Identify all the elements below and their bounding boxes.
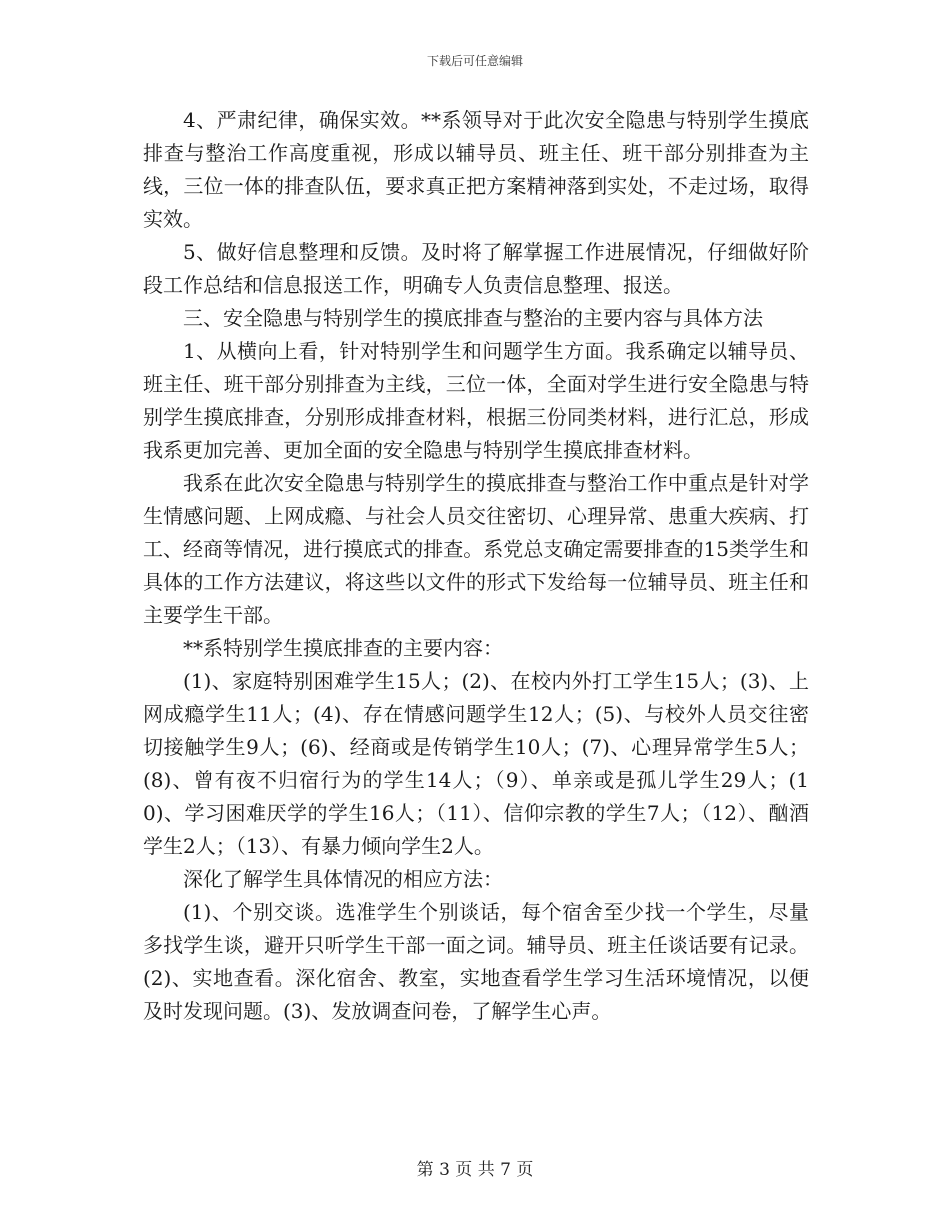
- paragraph-main-content-label: **系特别学生摸底排查的主要内容：: [183, 636, 503, 660]
- document-body: [143, 104, 809, 1028]
- paragraph-feedback: 5、做好信息整理和反馈。及时将了解掌握工作进展情况，仔细做好阶段工作总结和信息报送工作，明确专人负责信息整理、报送。: [143, 240, 809, 297]
- paragraph-horizontal: 1、从横向上看，针对特别学生和问题学生方面。我系确定以辅导员、班主任、班干部分别排查为主线，三位一体，全面对学生进行安全隐患与特别学生摸底排查，分别形成排查材料，根据三份同类材料，进行汇总，形成我系更加完善、更加全面的安全隐患与特别学生摸底排查材料。: [143, 339, 809, 462]
- page-footer: 第 3 页 共 7 页: [416, 1160, 534, 1180]
- paragraph-student-counts: (1)、家庭特别困难学生15人；(2)、在校内外打工学生15人；(3)、上网成瘾学生11人；(4)、存在情感问题学生12人；(5)、与校外人员交往密切接触学生9人；(6)、经商或是传销学生10人；(7)、心理异常学生5人；(8)、曾有夜不归宿行为的学生14人；（9）、单亲或是孤儿学生29人；(10)、学习困难厌学的学生16人；（11）、信仰宗教的学生7人；（12）、酗酒学生2人；（13）、有暴力倾向学生2人。: [143, 669, 809, 858]
- section-heading-three: 三、安全隐患与特别学生的摸底排查与整治的主要内容与具体方法: [183, 306, 763, 330]
- paragraph-methods-label: 深化了解学生具体情况的相应方法：: [183, 867, 503, 891]
- paragraph-methods: (1)、个别交谈。选准学生个别谈话，每个宿舍至少找一个学生，尽量多找学生谈，避开只听学生干部一面之词。辅导员、班主任谈话要有记录。(2)、实地查看。深化宿舍、教室，实地查看学生学习生活环境情况，以便及时发现问题。(3)、发放调查问卷，了解学生心声。: [143, 900, 809, 1023]
- page-header: 下载后可任意编辑: [426, 54, 523, 68]
- paragraph-discipline: 4、严肃纪律，确保实效。**系领导对于此次安全隐患与特别学生摸底排查与整治工作高度重视，形成以辅导员、班主任、班干部分别排查为主线，三位一体的排查队伍，要求真正把方案精神落到实处，不走过场，取得实效。: [143, 108, 809, 231]
- paragraph-focus: 我系在此次安全隐患与特别学生的摸底排查与整治工作中重点是针对学生情感问题、上网成瘾、与社会人员交往密切、心理异常、患重大疾病、打工、经商等情况，进行摸底式的排查。系党总支确定需要排查的15类学生和具体的工作方法建议，将这些以文件的形式下发给每一位辅导员、班主任和主要学生干部。: [143, 471, 809, 627]
